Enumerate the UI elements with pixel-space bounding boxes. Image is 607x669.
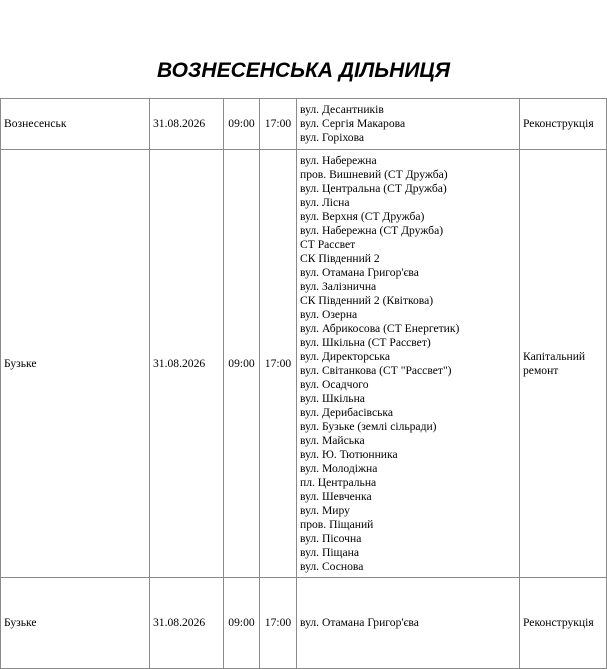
street-item: вул. Соснова — [300, 559, 364, 573]
street-item: вул. Десантників — [300, 103, 384, 116]
table-row — [1, 578, 607, 669]
streets-cell — [297, 578, 520, 669]
streets-cell — [297, 150, 520, 578]
street-item: вул. Миру — [300, 503, 350, 517]
street-item: вул. Озерна — [300, 307, 358, 321]
work-type-cell: Капітальний ремонт — [520, 150, 607, 578]
street-item: СК Південний 2 (Квіткова) — [300, 293, 434, 307]
street-item: СК Південний 2 — [300, 251, 380, 265]
street-item: вул. Шкільна — [300, 391, 365, 405]
street-item: вул. Набережна (СТ Дружба) — [300, 223, 444, 237]
street-item: вул. Лісна — [300, 195, 350, 209]
table-body — [1, 99, 607, 669]
street-item: вул. Горіхова — [300, 131, 365, 144]
street-item: вул. Сергія Макарова — [300, 117, 406, 130]
outage-schedule-table — [0, 98, 607, 669]
street-item: вул. Набережна — [300, 153, 377, 167]
street-item: вул. Майська — [300, 433, 365, 447]
street-item: вул. Отамана Григор'єва — [300, 265, 419, 279]
street-item: вул. Отамана Григор'єва — [300, 616, 419, 629]
street-item: вул. Бузьке (землі сільради) — [300, 419, 437, 433]
street-item: СТ Рассвет — [300, 237, 356, 251]
street-item: вул. Абрикосова (СТ Енергетик) — [300, 321, 460, 335]
street-item: вул. Ю. Тютюнника — [300, 447, 398, 461]
street-item: пров. Піщаний — [300, 517, 374, 531]
start-time-cell: 09:00 — [224, 150, 260, 578]
street-item: вул. Молодіжна — [300, 461, 378, 475]
street-item: вул. Осадчого — [300, 377, 369, 391]
street-item: вул. Шевченка — [300, 489, 372, 503]
end-time-cell: 17:00 — [260, 99, 297, 150]
table-row — [1, 99, 607, 150]
street-item: пл. Центральна — [300, 475, 377, 489]
street-item: вул. Центральна (СТ Дружба) — [300, 181, 447, 195]
settlement-cell: Вознесенськ — [1, 99, 150, 150]
street-item: вул. Залізнична — [300, 279, 377, 293]
street-item: вул. Верхня (СТ Дружба) — [300, 209, 425, 223]
work-type-cell: Реконструкція — [520, 99, 607, 150]
table-row — [1, 150, 607, 578]
date-cell: 31.08.2026 — [150, 99, 224, 150]
street-item: вул. Світанкова (СТ "Рассвет") — [300, 363, 452, 377]
start-time-cell: 09:00 — [224, 99, 260, 150]
date-cell: 31.08.2026 — [150, 150, 224, 578]
start-time-cell: 09:00 — [224, 578, 260, 669]
settlement-cell: Бузьке — [1, 150, 150, 578]
streets-cell — [297, 99, 520, 150]
end-time-cell: 17:00 — [260, 150, 297, 578]
settlement-cell: Бузьке — [1, 578, 150, 669]
street-item: вул. Дерибасівська — [300, 405, 393, 419]
street-item: вул. Піщана — [300, 545, 359, 559]
end-time-cell: 17:00 — [260, 578, 297, 669]
date-cell: 31.08.2026 — [150, 578, 224, 669]
street-item: вул. Пісочна — [300, 531, 362, 545]
page-title: ВОЗНЕСЕНСЬКА ДІЛЬНИЦЯ — [156, 59, 451, 82]
work-type-cell: Реконструкція — [520, 578, 607, 669]
street-item: вул. Шкільна (СТ Рассвет) — [300, 335, 431, 349]
street-item: пров. Вишневий (СТ Дружба) — [300, 167, 448, 181]
street-item: вул. Директорська — [300, 349, 391, 363]
